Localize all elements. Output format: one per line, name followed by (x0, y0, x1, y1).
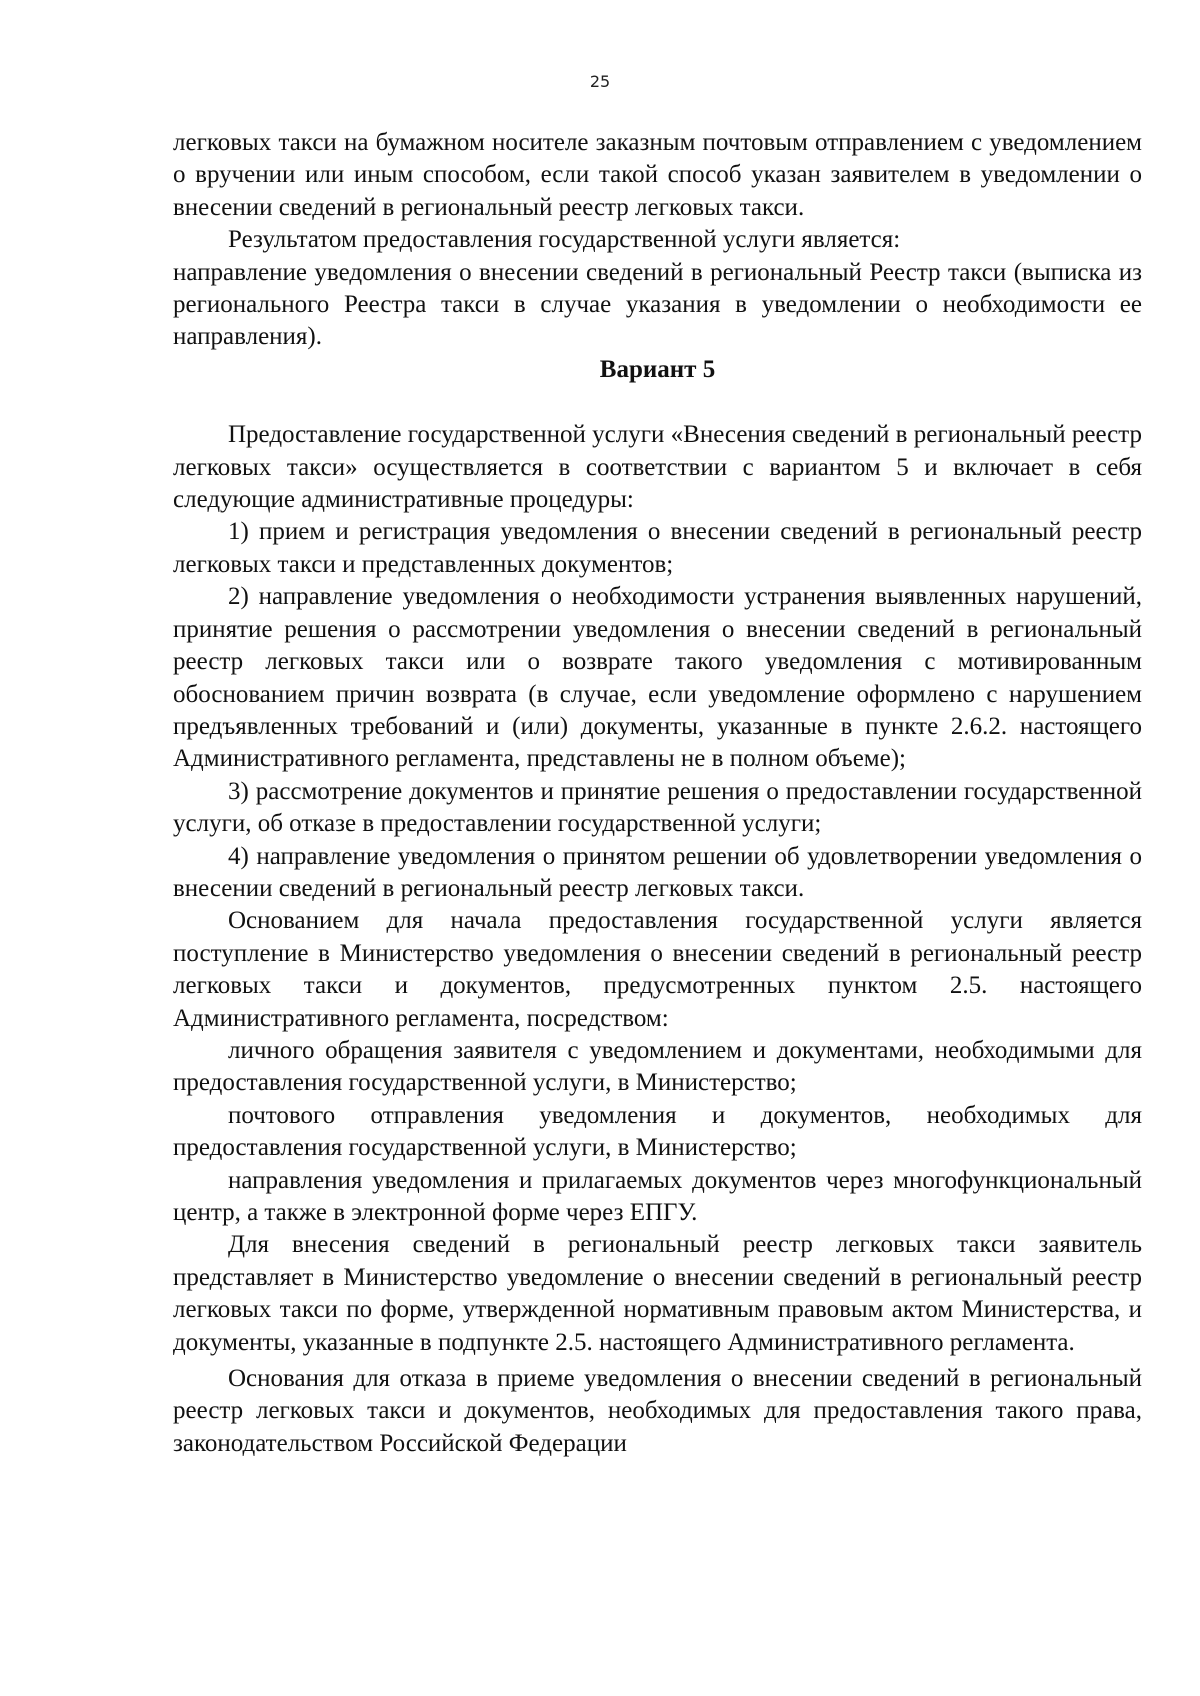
heading-spacer (173, 386, 1142, 419)
list-item-mfc: направления уведомления и прилагаемых документов через многофункциональный центр, а также в электронной форме через ЕПГУ. (173, 1166, 1142, 1226)
list-item-procedure-2: 2) направление уведомления о необходимости устранения выявленных нарушений, принятие решения о рассмотрении уведомления о внесении сведений в региональный реестр легковых такси или о возврате такого уведомления с мотивированным обоснованием причин возврата (в случае, если уведомление оформлено с нарушением предъявленных требований и (или) документы, указанные в пункте 2.6.2. настоящего Административного регламента, представлены не в полном объеме); (173, 583, 1142, 773)
page-number: 25 (589, 72, 611, 91)
paragraph-result-intro: Результатом предоставления государственной услуги является: (228, 226, 901, 254)
list-item-procedure-4: 4) направление уведомления о принятом решении об удовлетворении уведомления о внесении сведений в региональный реестр легковых такси. (173, 842, 1142, 902)
paragraph-submission: Для внесения сведений в региональный реестр легковых такси заявитель представляет в Министерство уведомление о внесении сведений в региональный реестр легковых такси по форме, утвержденной нормативным правовым актом Министерства, и документы, указанные в подпункте 2.5. настоящего Административного регламента. (173, 1231, 1142, 1356)
paragraph-result: направление уведомления о внесении сведений в региональный Реестр такси (выписка из регионального Реестра такси в случае указания в уведомлении о необходимости ее направления). (173, 258, 1142, 351)
paragraph-continuation: легковых такси на бумажном носителе заказным почтовым отправлением с уведомлением о вручении или иным способом, если такой способ указан заявителем в уведомлении о внесении сведений в региональный реестр легковых такси. (173, 129, 1142, 221)
paragraph-variant-intro: Предоставление государственной услуги «Внесения сведений в региональный реестр легковых такси» осуществляется в соответствии с вариантом 5 и включает в себя следующие административные процедуры: (173, 421, 1142, 514)
list-item-personal: личного обращения заявителя с уведомлением и документами, необходимыми для предоставления государственной услуги, в Министерство; (173, 1036, 1142, 1097)
paragraph-grounds: Основанием для начала предоставления государственной услуги является поступление в Министерство уведомления о внесении сведений в региональный реестр легковых такси и документов, предусмотренных пунктом 2.5. настоящего Административного регламента, посредством: (173, 907, 1142, 1032)
document-body (173, 127, 1142, 1460)
list-item-postal: почтового отправления уведомления и документов, необходимых для предоставления государственной услуги, в Министерство; (173, 1101, 1142, 1162)
list-item-procedure-1: 1) прием и регистрация уведомления о внесении сведений в региональный реестр легковых такси и представленных документов; (173, 518, 1142, 578)
section-heading: Вариант 5 (599, 355, 716, 383)
paragraph-refusal-grounds: Основания для отказа в приеме уведомления о внесении сведений в региональный реестр легковых такси и документов, необходимых для предоставления такого права, законодательством Российской Федерации (173, 1365, 1142, 1457)
list-item-procedure-3: 3) рассмотрение документов и принятие решения о предоставлении государственной услуги, об отказе в предоставлении государственной услуги; (173, 777, 1142, 838)
